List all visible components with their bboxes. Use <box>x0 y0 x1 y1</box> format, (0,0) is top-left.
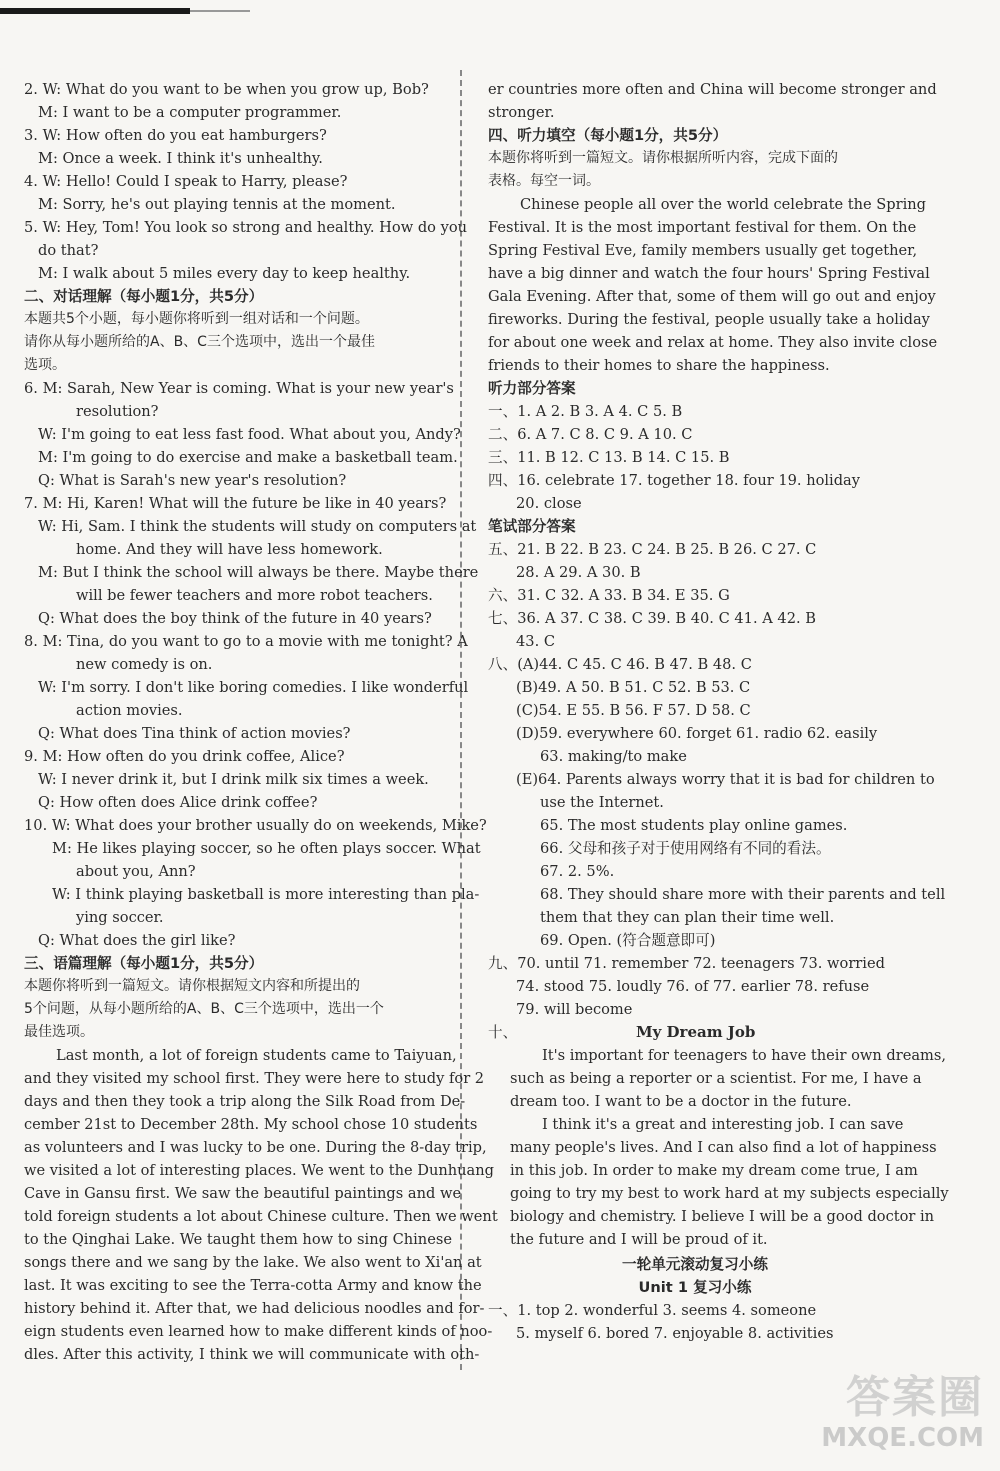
text-line: W: I think playing basketball is more interesting than pla- <box>52 886 480 903</box>
text-line: ying soccer. <box>76 909 164 926</box>
text-line: Q: How often does Alice drink coffee? <box>38 794 318 811</box>
text-line: dles. After this activity, I think we will communicate with oth- <box>24 1346 480 1363</box>
text-line: M: But I think the school will always be there. Maybe there <box>38 564 479 581</box>
text-line: fireworks. During the festival, people usually take a holiday <box>488 311 930 328</box>
text-line: history behind it. After that, we had delicious noodles and for- <box>24 1300 485 1317</box>
essay-header <box>488 1021 902 1044</box>
text-line: (D)59. everywhere 60. forget 61. radio 62. easily <box>516 725 878 742</box>
text-line: 七、36. A 37. C 38. C 39. B 40. C 41. A 42. B <box>488 610 816 627</box>
watermark <box>784 1373 984 1463</box>
text-line: 选项。 <box>24 357 66 373</box>
text-line: we visited a lot of interesting places. We went to the Dunhuang <box>24 1162 494 1179</box>
text-line: 二、对话理解（每小题1分，共5分） <box>24 288 264 305</box>
text-line: Cave in Gansu first. We saw the beautiful paintings and we <box>24 1185 462 1202</box>
essay-prefix: 十、 <box>488 1024 518 1041</box>
text-line: days and then they took a trip along the Silk Road from De- <box>24 1093 466 1110</box>
text-line: 一、1. A 2. B 3. A 4. C 5. B <box>488 403 683 420</box>
text-line: last. It was exciting to see the Terra-cotta Army and know the <box>24 1277 482 1294</box>
text-line: W: I'm sorry. I don't like boring comedies. I like wonderful <box>38 679 469 696</box>
text-line: friends to their homes to share the happiness. <box>488 357 830 374</box>
text-line: 本题你将听到一篇短文。请你根据短文内容和所提出的 <box>24 978 360 994</box>
text-line: er countries more often and China will become stronger and <box>488 81 937 98</box>
essay-body <box>488 1044 949 1251</box>
text-line: 63. making/to make <box>540 748 687 765</box>
text-line: W: Hi, Sam. I think the students will study on computers at <box>38 518 477 535</box>
text-line: 请你从每小题所给的A、B、C三个选项中，选出一个最佳 <box>24 334 375 350</box>
essay-title: My Dream Job <box>636 1023 756 1041</box>
essay-line: I think it's a great and interesting job. I can save <box>542 1116 904 1133</box>
text-line: have a big dinner and watch the four hours' Spring Festival <box>488 265 930 282</box>
review-title: 一轮单元滚动复习小练 <box>622 1256 768 1273</box>
text-line: 67. 2. 5%. <box>540 863 615 880</box>
answer-line: 5. myself 6. bored 7. enjoyable 8. activities <box>516 1325 834 1342</box>
text-line: 本题你将听到一篇短文。请你根据所听内容，完成下面的 <box>488 150 838 166</box>
text-line: to the Qinghai Lake. We taught them how to sing Chinese <box>24 1231 452 1248</box>
text-line: 本题共5个小题，每小题你将听到一组对话和一个问题。 <box>24 311 369 327</box>
text-line: cember 21st to December 28th. My school chose 10 students <box>24 1116 478 1133</box>
text-line: Q: What is Sarah's new year's resolution? <box>38 472 347 489</box>
text-line: 68. They should share more with their parents and tell <box>540 886 946 903</box>
text-line: W: I'm going to eat less fast food. What about you, Andy? <box>38 426 461 443</box>
text-line: home. And they will have less homework. <box>76 541 383 558</box>
text-line: use the Internet. <box>540 794 664 811</box>
text-line: 74. stood 75. loudly 76. of 77. earlier 78. refuse <box>516 978 870 995</box>
text-line: 八、(A)44. C 45. C 46. B 47. B 48. C <box>488 656 752 673</box>
text-line: Q: What does the boy think of the future in 40 years? <box>38 610 432 627</box>
text-line: 听力部分答案 <box>488 380 576 397</box>
text-line: M: I walk about 5 miles every day to keep healthy. <box>38 265 411 282</box>
unit-answers <box>488 1299 902 1345</box>
text-line: 28. A 29. A 30. B <box>516 564 641 581</box>
text-line: told foreign students a lot about Chinese culture. Then we went <box>24 1208 498 1225</box>
essay-line: biology and chemistry. I believe I will be a good doctor in <box>510 1208 935 1225</box>
essay-line: such as being a reporter or a scientist. For me, I have a <box>510 1070 922 1087</box>
text-line: resolution? <box>76 403 159 420</box>
text-line: 4. W: Hello! Could I speak to Harry, please? <box>24 173 348 190</box>
text-line: M: I want to be a computer programmer. <box>38 104 342 121</box>
text-line: 20. close <box>516 495 582 512</box>
text-line: 九、70. until 71. remember 72. teenagers 73. worried <box>488 955 885 972</box>
text-line: new comedy is on. <box>76 656 213 673</box>
text-line: 五、21. B 22. B 23. C 24. B 25. B 26. C 27. C <box>488 541 817 558</box>
text-line: about you, Ann? <box>76 863 196 880</box>
text-line: 65. The most students play online games. <box>540 817 848 834</box>
text-line: 5个问题，从每小题所给的A、B、C三个选项中，选出一个 <box>24 1001 384 1017</box>
text-line: as volunteers and I was lucky to be one. During the 8-day trip, <box>24 1139 487 1156</box>
left-column <box>24 78 498 1368</box>
text-line: Festival. It is the most important festival for them. On the <box>488 219 917 236</box>
text-line: songs there and we sang by the lake. We also went to Xi'an at <box>24 1254 482 1271</box>
text-line: 四、听力填空（每小题1分，共5分） <box>488 127 728 144</box>
text-line: (E)64. Parents always worry that it is bad for children to <box>516 771 935 788</box>
text-line: W: I never drink it, but I drink milk six times a week. <box>38 771 429 788</box>
text-line: 三、语篇理解（每小题1分，共5分） <box>24 955 264 972</box>
text-line: 69. Open. (符合题意即可) <box>540 932 716 949</box>
text-line: (B)49. A 50. B 51. C 52. B 53. C <box>516 679 751 696</box>
text-line: 5. W: Hey, Tom! You look so strong and healthy. How do you <box>24 219 468 236</box>
essay-line: many people's lives. And I can also find a lot of happiness <box>510 1139 937 1156</box>
text-line: Spring Festival Eve, family members usually get together, <box>488 242 918 259</box>
text-line: Chinese people all over the world celebrate the Spring <box>520 196 927 213</box>
essay-line: in this job. In order to make my dream come true, I am <box>510 1162 918 1179</box>
text-line: M: Once a week. I think it's unhealthy. <box>38 150 323 167</box>
text-line: Q: What does Tina think of action movies? <box>38 725 351 742</box>
text-line: Last month, a lot of foreign students came to Taiyuan, <box>56 1047 457 1064</box>
text-line: 四、16. celebrate 17. together 18. four 19. holiday <box>488 472 861 489</box>
text-line: 二、6. A 7. C 8. C 9. A 10. C <box>488 426 693 443</box>
answer-section <box>488 78 946 1021</box>
text-line: 表格。每空一词。 <box>488 173 600 189</box>
essay-line: dream too. I want to be a doctor in the future. <box>510 1093 852 1110</box>
text-line: M: He likes playing soccer, so he often plays soccer. What <box>52 840 481 857</box>
text-line: M: I'm going to do exercise and make a basketball team. <box>38 449 458 466</box>
text-line: Q: What does the girl like? <box>38 932 236 949</box>
text-line: 79. will become <box>516 1001 633 1018</box>
text-line: 最佳选项。 <box>24 1024 94 1040</box>
essay-line: going to try my best to work hard at my subjects especially <box>510 1185 949 1202</box>
right-column <box>488 78 949 1368</box>
text-line: 2. W: What do you want to be when you grow up, Bob? <box>24 81 429 98</box>
text-line: 8. M: Tina, do you want to go to a movie with me tonight? A <box>24 633 468 650</box>
text-line: eign students even learned how to make different kinds of noo- <box>24 1323 493 1340</box>
header-rule <box>0 8 190 14</box>
answer-line: 一、1. top 2. wonderful 3. seems 4. someone <box>488 1302 817 1319</box>
text-line: 66. 父母和孩子对于使用网络有不同的看法。 <box>540 840 831 857</box>
text-line: 9. M: How often do you drink coffee, Alice? <box>24 748 345 765</box>
text-line: stronger. <box>488 104 555 121</box>
text-line: 三、11. B 12. C 13. B 14. C 15. B <box>488 449 730 466</box>
watermark-logo: 答案圈 <box>846 1372 984 1423</box>
text-line: 43. C <box>516 633 556 650</box>
text-line: 六、31. C 32. A 33. B 34. E 35. G <box>488 587 730 604</box>
text-line: 3. W: How often do you eat hamburgers? <box>24 127 327 144</box>
text-line: and they visited my school first. They were here to study for 2 <box>24 1070 485 1087</box>
text-line: action movies. <box>76 702 183 719</box>
text-line: 笔试部分答案 <box>488 518 576 535</box>
text-line: 7. M: Hi, Karen! What will the future be like in 40 years? <box>24 495 447 512</box>
essay-line: the future and I will be proud of it. <box>510 1231 768 1248</box>
text-line: 6. M: Sarah, New Year is coming. What is your new year's <box>24 380 454 397</box>
text-line: will be fewer teachers and more robot teachers. <box>76 587 433 604</box>
watermark-url: MXQE.COM <box>821 1423 984 1453</box>
text-line: M: Sorry, he's out playing tennis at the moment. <box>38 196 396 213</box>
text-line: for about one week and relax at home. They also invite close <box>488 334 938 351</box>
text-line: Gala Evening. After that, some of them will go out and enjoy <box>488 288 936 305</box>
essay-line: It's important for teenagers to have their own dreams, <box>542 1047 947 1064</box>
text-line: do that? <box>38 242 99 259</box>
unit-title: Unit 1 复习小练 <box>638 1279 752 1296</box>
text-line: (C)54. E 55. B 56. F 57. D 58. C <box>516 702 751 719</box>
text-line: them that they can plan their time well. <box>540 909 835 926</box>
text-line: 10. W: What does your brother usually do on weekends, Mike? <box>24 817 487 834</box>
